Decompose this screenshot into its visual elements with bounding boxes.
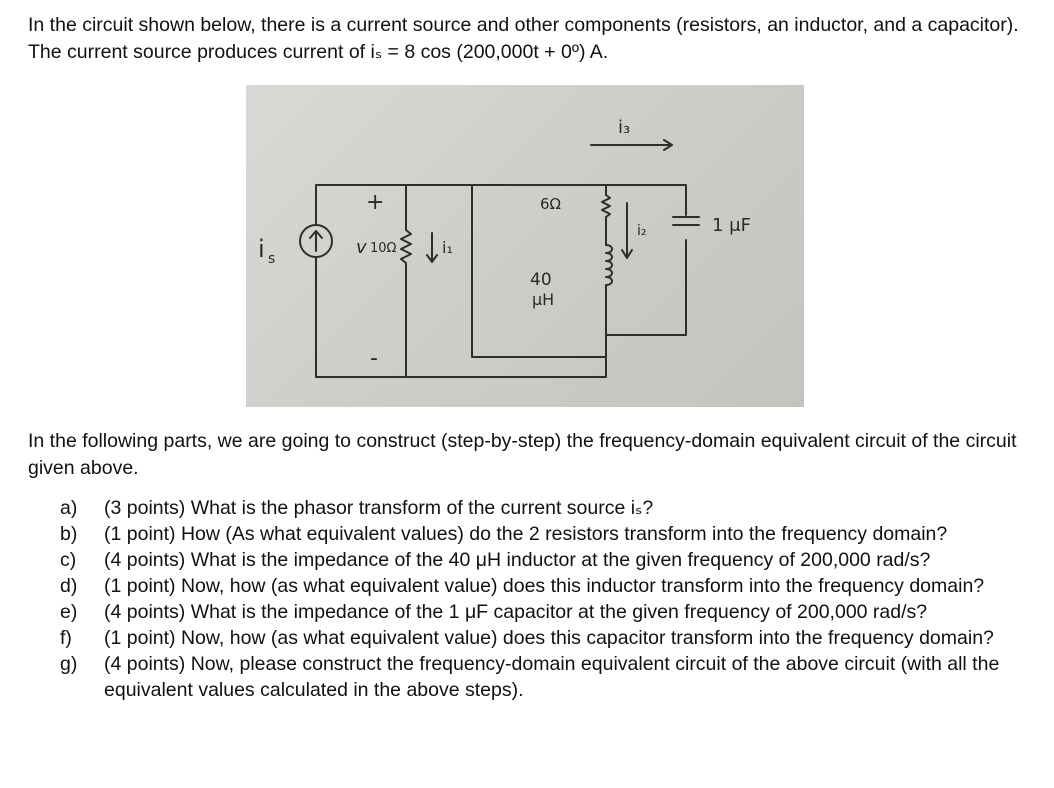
wire-left-bottom (316, 257, 406, 377)
resistor-r2-zigzag (602, 195, 610, 217)
i1-arrow (427, 233, 437, 262)
label-i3: i₃ (618, 117, 631, 138)
label-plus: + (366, 190, 385, 215)
resistor-r1-zigzag (401, 230, 411, 263)
question-text: (3 points) What is the phasor transform of the current source iₛ? (104, 497, 654, 519)
question-item-g (60, 651, 1030, 703)
question-mark: f) (60, 627, 72, 649)
label-r2: 6Ω (540, 195, 562, 213)
question-item-c (60, 547, 1030, 573)
question-text: (1 point) Now, how (as what equivalent value) does this capacitor transform into the frequency domain? (104, 627, 994, 649)
question-text: (1 point) How (As what equivalent values) do the 2 resistors transform into the frequency domain? (104, 523, 948, 545)
question-text: (4 points) Now, please construct the frequency-domain equivalent circuit of the above circuit (with all the equivalent values calculated in the above steps). (104, 653, 1000, 701)
question-text: (1 point) Now, how (as what equivalent value) does this inductor transform into the frequency domain? (104, 575, 985, 597)
question-item-f (60, 625, 1030, 651)
label-minus: - (370, 346, 378, 371)
label-i2: i₂ (637, 223, 647, 239)
i3-arrow (591, 140, 672, 150)
following-paragraph: In the following parts, we are going to construct (step-by-step) the frequency-domain equivalent circuit of the circuit given above. (28, 430, 1017, 479)
label-r1: 10Ω (370, 241, 397, 256)
circuit-photo (246, 85, 804, 407)
intro-paragraph: In the circuit shown below, there is a current source and other components (resistors, an inductor, and a capacitor). The current source produces current of iₛ = 8 cos (200,000t + 0º) A. (28, 14, 1019, 63)
question-mark: a) (60, 497, 78, 519)
question-mark: d) (60, 575, 78, 597)
label-is: i (258, 235, 265, 263)
question-mark: c) (60, 549, 77, 571)
circuit-diagram (246, 85, 804, 407)
source-arrow (310, 231, 322, 251)
question-list (60, 495, 1030, 703)
label-l-value: 40 (530, 270, 552, 290)
question-mark: e) (60, 601, 78, 623)
label-is-sub: s (268, 251, 276, 267)
inductor-coils (606, 245, 612, 285)
question-item-d (60, 573, 1030, 599)
question-item-e (60, 599, 1030, 625)
label-cap: 1 μF (712, 215, 751, 236)
i2-arrow (622, 203, 632, 258)
question-text: (4 points) What is the impedance of the 1 μF capacitor at the given frequency of 200,000 rad/s? (104, 601, 928, 623)
question-mark: b) (60, 523, 78, 545)
label-l-unit: μH (532, 290, 555, 309)
question-item-a (60, 495, 1030, 521)
question-text: (4 points) What is the impedance of the 40 μH inductor at the given frequency of 200,000 rad/s? (104, 549, 931, 571)
question-item-b (60, 521, 1030, 547)
label-i1: i₁ (442, 238, 453, 257)
question-mark: g) (60, 653, 78, 675)
label-v: v (356, 237, 367, 258)
